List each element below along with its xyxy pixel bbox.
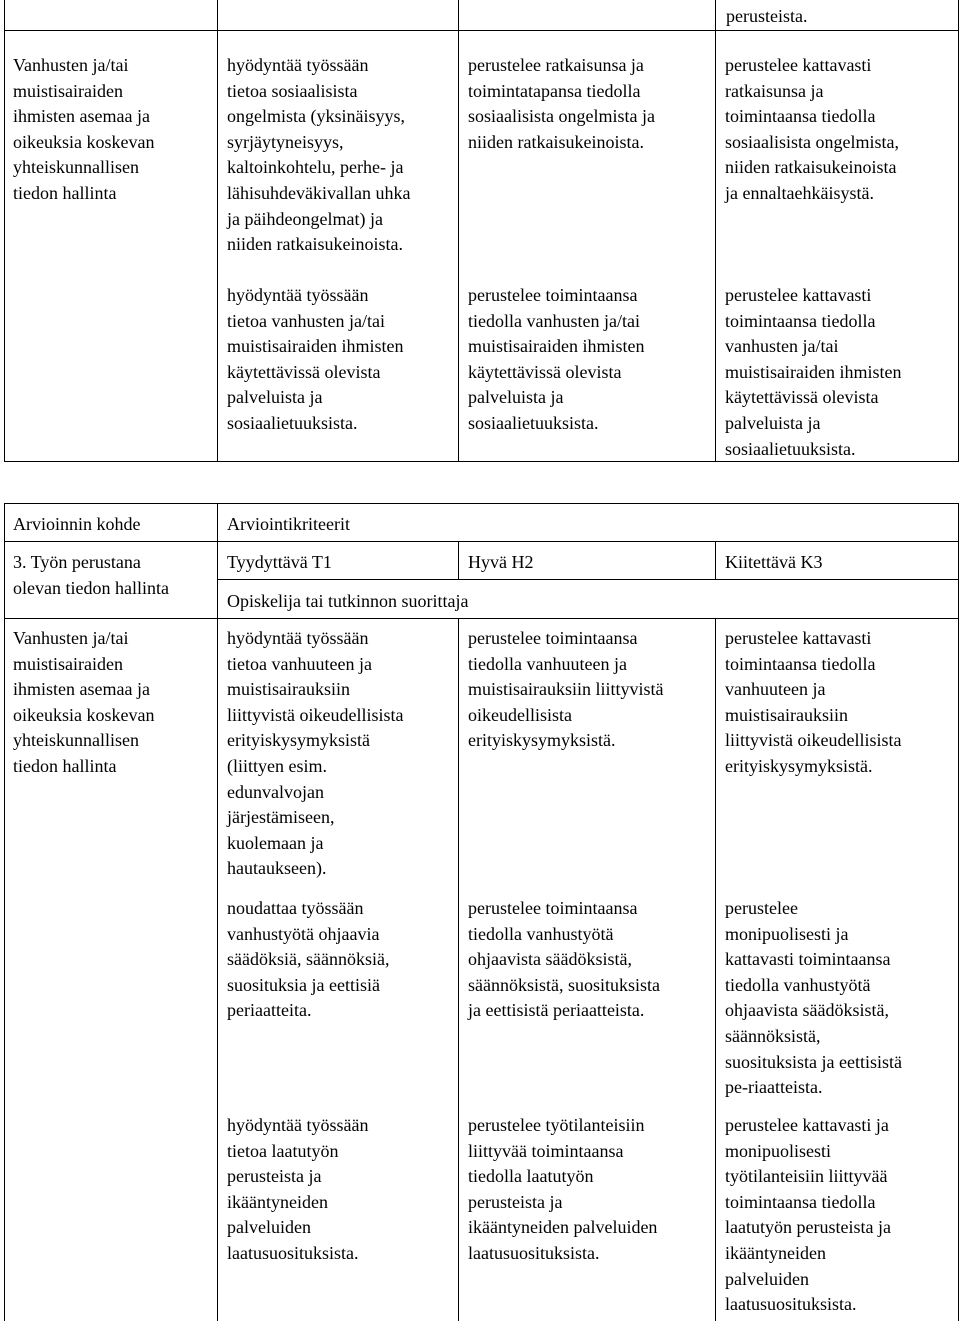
subheader-performer: Opiskelija tai tutkinnon suorittaja — [227, 591, 469, 611]
table1-top-border — [4, 30, 959, 31]
table1-row2-h2-cell: perustelee toimintaansa tiedolla vanhusten ja/tai muistisairaiden ihmisten käytettävissä olevista palveluista ja sosiaalietuuksista. — [468, 285, 645, 433]
table2-border-left — [4, 503, 5, 1321]
table1-row1-t1-cell: hyödyntää työssään tietoa sosiaalisista ongelmista (yksinäisyys, syrjäytyneisyys, kaltoinkohtelu, perhe- ja lähisuhdeväkivallan uhka ja päihdeongelmat) ja niiden ratkaisukeinoista. — [227, 55, 411, 255]
table2-row1-h2-cell: perustelee toimintaansa tiedolla vanhuuteen ja muistisairauksiin liittyvistä oikeudellisista erityiskysymyksistä. — [468, 628, 664, 751]
previous-page-fragment: perusteista. — [726, 6, 808, 26]
table2-divider-3b — [715, 618, 716, 1321]
table1-row2-k3-cell: perustelee kattavasti toimintaansa tiedolla vanhusten ja/tai muistisairaiden ihmisten käytettävissä olevista palveluista ja sosiaalietuuksista. — [725, 285, 902, 459]
table1-border-right — [958, 0, 959, 462]
table2-section-divider — [4, 618, 959, 619]
table2-row2-h2-cell: perustelee toimintaansa tiedolla vanhustyötä ohjaavista säädöksistä, säännöksistä, suosituksista ja eettisistä periaatteista. — [468, 898, 660, 1021]
table2-divider-2b — [458, 618, 459, 1321]
table2-row2-k3-cell: perustelee monipuolisesti ja kattavasti toimintaansa tiedolla vanhustyötä ohjaavista säädöksistä, säännöksistä, suosituksista ja eettisistä pe-riaatteista. — [725, 898, 902, 1098]
table1-divider-1 — [217, 0, 218, 462]
table2-grade-divider — [217, 579, 959, 580]
table2-divider-3 — [715, 541, 716, 579]
table2-row1-k3-cell: perustelee kattavasti toimintaansa tiedolla vanhuuteen ja muistisairauksiin liittyvistä oikeudellisista erityiskysymyksistä. — [725, 628, 902, 776]
table1-row2-t1-cell: hyödyntää työssään tietoa vanhusten ja/tai muistisairaiden ihmisten käytettävissä olevista palveluista ja sosiaalietuuksista. — [227, 285, 404, 433]
table1-divider-2 — [458, 0, 459, 462]
table2-row2-t1-cell: noudattaa työssään vanhustyötä ohjaavia säädöksiä, säännöksiä, suosituksia ja eettisiä periaatteita. — [227, 898, 390, 1021]
table1-subject-cell: Vanhusten ja/tai muistisairaiden ihmisten asemaa ja oikeuksia koskevan yhteiskunnallisen tiedon hallinta — [13, 55, 155, 203]
grade-h2-label: Hyvä H2 — [468, 552, 534, 572]
header-criteria: Arviointikriteerit — [227, 514, 350, 534]
grade-k3-label: Kiitettävä K3 — [725, 552, 823, 572]
table1-border-left — [4, 0, 5, 462]
table2-divider-2 — [458, 541, 459, 579]
table2-subject-cell: Vanhusten ja/tai muistisairaiden ihmisten asemaa ja oikeuksia koskevan yhteiskunnallisen tiedon hallinta — [13, 628, 155, 776]
table2-row3-k3-cell: perustelee kattavasti ja monipuolisesti työtilanteisiin liittyvää toimintaansa tiedolla laatutyön perusteista ja ikääntyneiden palveluiden laatusuosituksista. — [725, 1115, 891, 1315]
table2-row3-t1-cell: hyödyntää työssään tietoa laatutyön perusteista ja ikääntyneiden palveluiden laatusuosituksista. — [227, 1115, 369, 1263]
table2-row1-t1-cell: hyödyntää työssään tietoa vanhuuteen ja muistisairauksiin liittyvistä oikeudellisista erityiskysymyksistä (liittyen esim. edunvalvojan järjestämiseen, kuolemaan ja hautaukseen). — [227, 628, 404, 879]
table1-divider-3 — [715, 0, 716, 462]
header-subject: Arvioinnin kohde — [13, 514, 141, 534]
table2-header-divider — [4, 541, 959, 542]
table1-row1-k3-cell: perustelee kattavasti ratkaisunsa ja toimintaansa tiedolla sosiaalisista ongelmista, niiden ratkaisukeinoista ja ennaltaehkäisystä. — [725, 55, 899, 203]
table2-row3-h2-cell: perustelee työtilanteisiin liittyvää toimintaansa tiedolla laatutyön perusteista ja ikääntyneiden palveluiden laatusuosituksista. — [468, 1115, 658, 1263]
section-title: 3. Työn perustana olevan tiedon hallinta — [13, 552, 169, 598]
table2-top-border — [4, 503, 959, 504]
table2-divider-1 — [217, 503, 218, 1321]
table2-border-right — [958, 503, 959, 1321]
table1-row1-h2-cell: perustelee ratkaisunsa ja toimintatapansa tiedolla sosiaalisista ongelmista ja niiden ratkaisukeinoista. — [468, 55, 655, 152]
grade-t1-label: Tyydyttävä T1 — [227, 552, 332, 572]
